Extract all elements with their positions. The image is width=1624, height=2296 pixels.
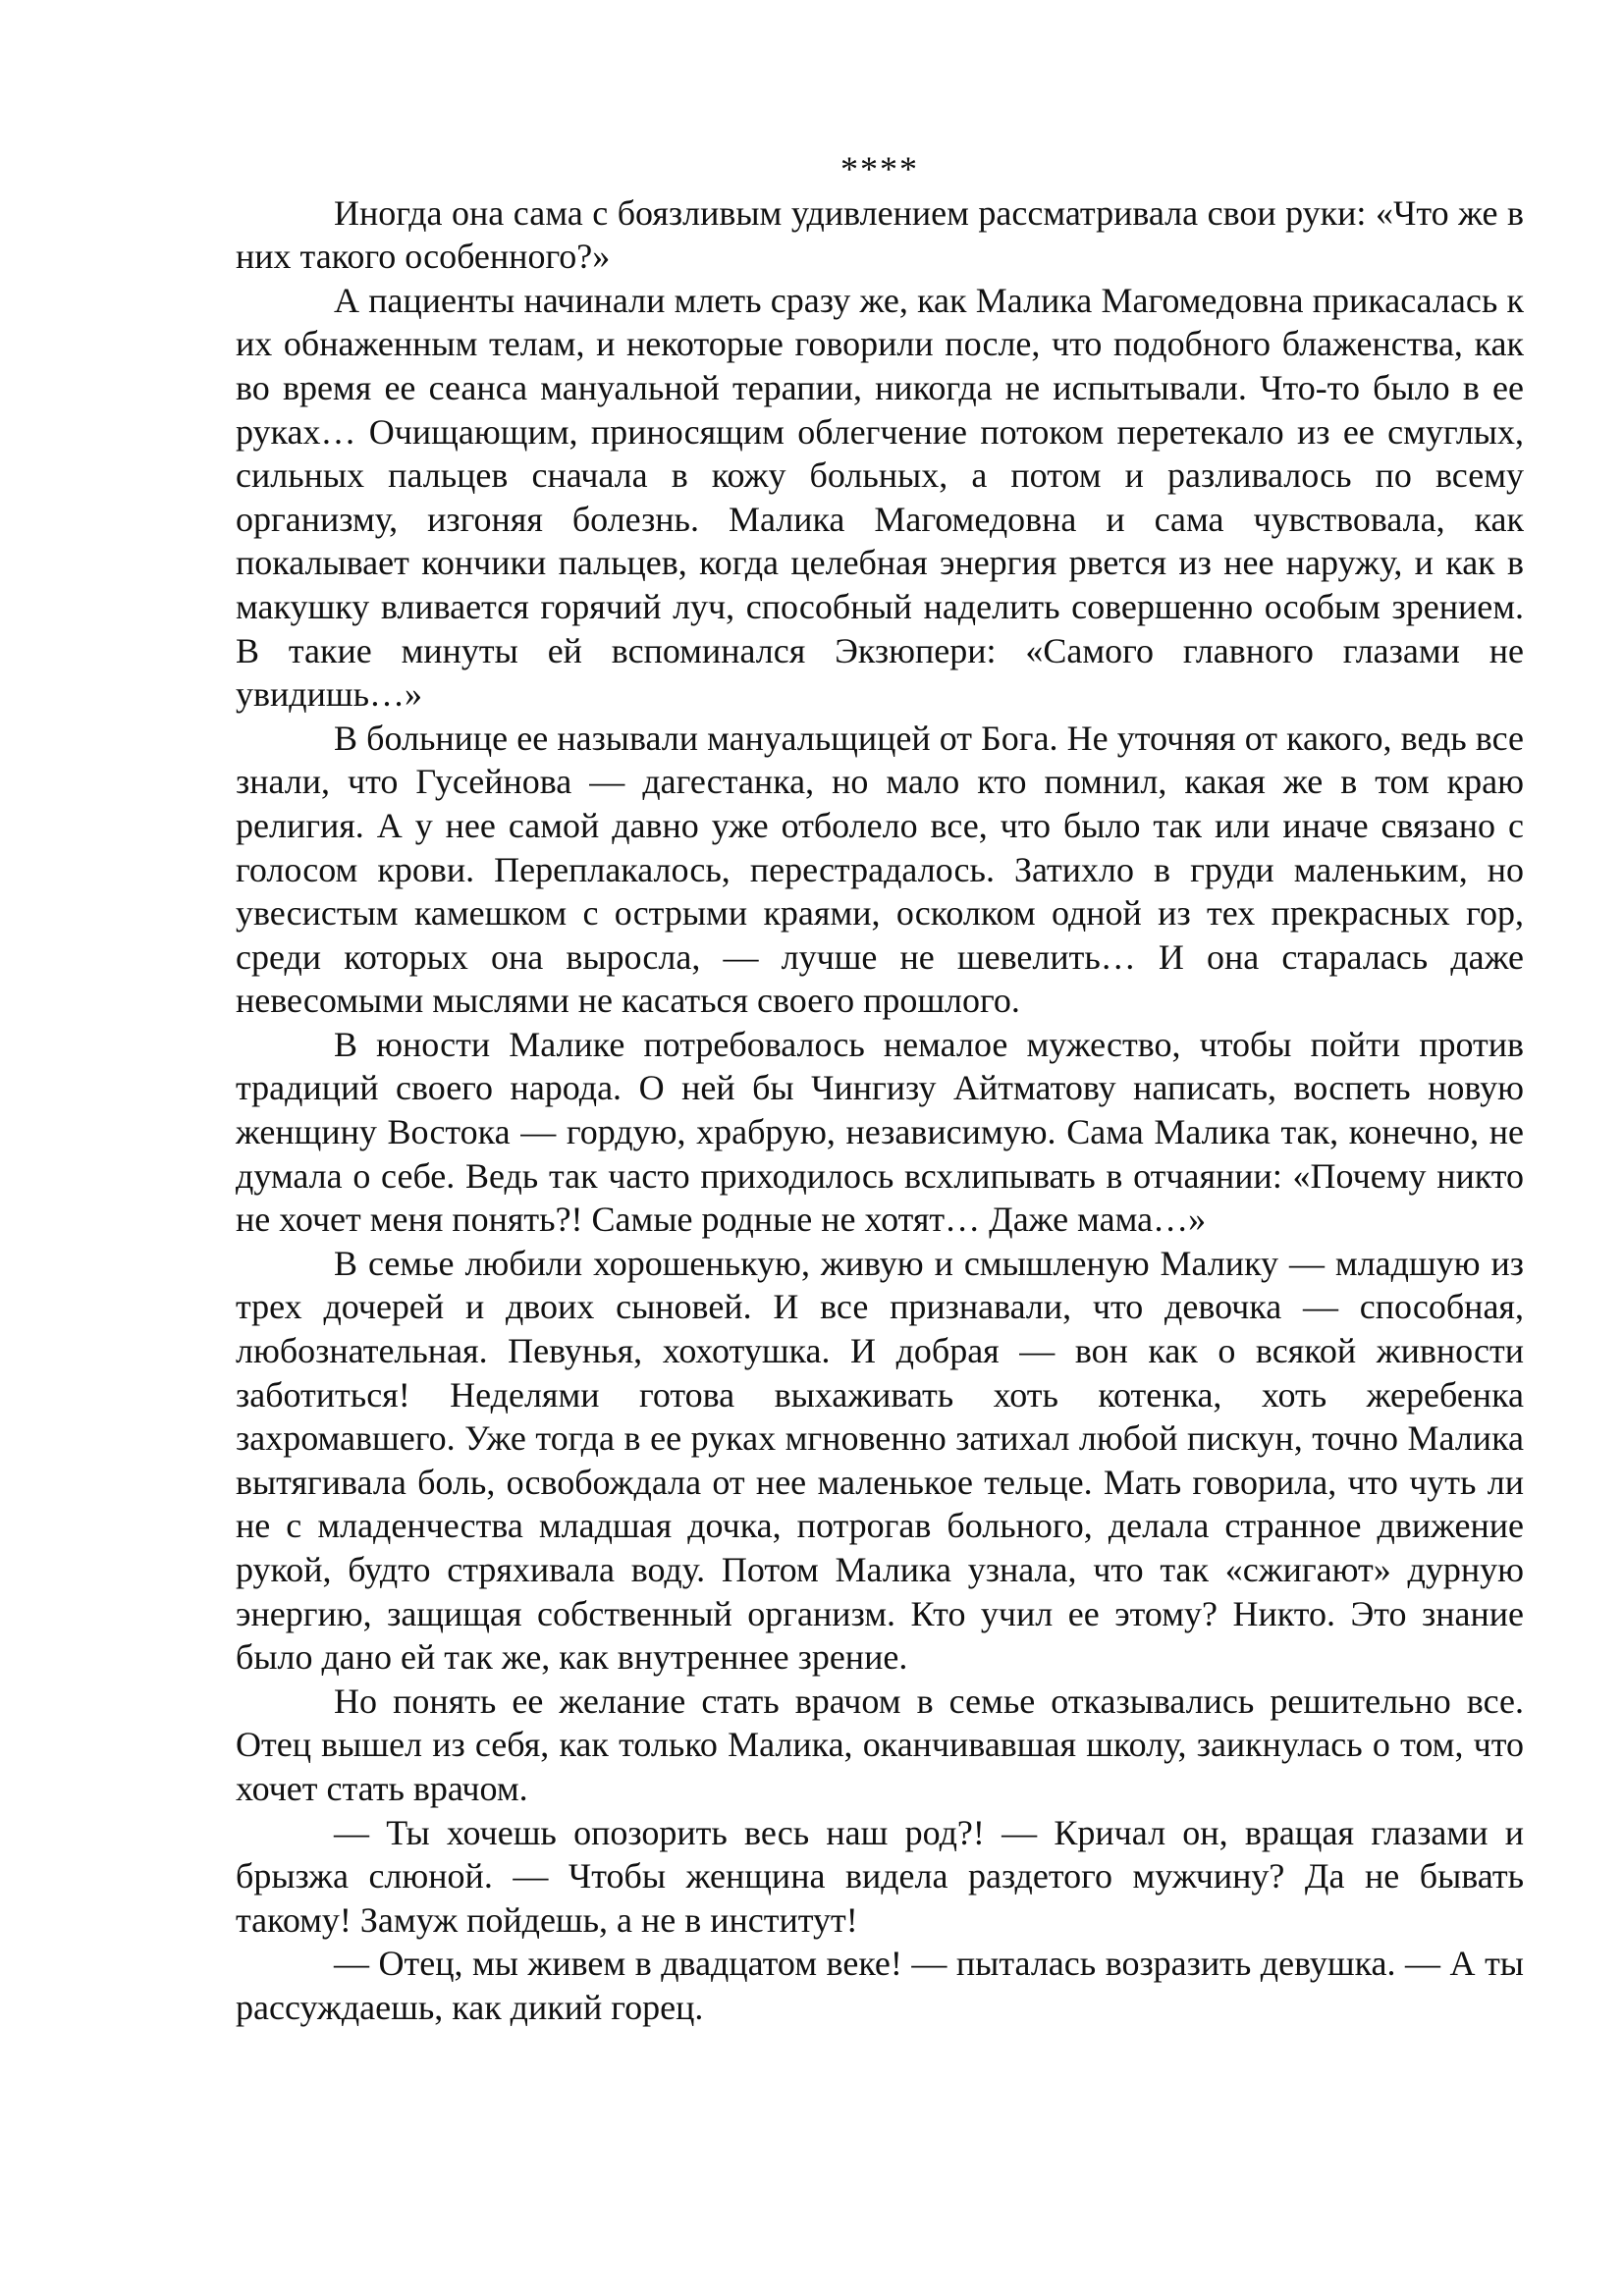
paragraph-7: — Ты хочешь опозорить весь наш род?! — Кричал он, вращая глазами и брызжа слюной. — Чтобы женщина видела раздетого мужчину? Да не бывать такому! Замуж пойдешь, а не в институт!: [236, 1812, 1524, 1940]
paragraph-2: А пациенты начинали млеть сразу же, как Малика Магомедовна прикасалась к их обнаженным телам, и некоторые говорили после, что подобного блаженства, как во время ее сеанса мануальной терапии, никогда не испытывали. Что-то было в ее руках… Очищающим, приносящим облегчение потоком перетекало из ее смуглых, сильных пальцев сначала в кожу больных, а потом и разливалось по всему организму, изгоняя болезнь. Малика Магомедовна и сама чувствовала, как покалывает кончики пальцев, когда целебная энергия рвется из нее наружу, и как в макушку вливается горячий луч, способный наделить совершенно особым зрением. В такие минуты ей вспоминался Экзюпери: «Самого главного глазами не увидишь…»: [236, 280, 1524, 715]
paragraph-5: В семье любили хорошенькую, живую и смышленую Малику — младшую из трех дочерей и двоих сыновей. И все признавали, что девочка — способная, любознательная. Певунья, хохотушка. И добрая — вон как о всякой живности заботиться! Неделями готова выхаживать хоть котенка, хоть жеребенка захромавшего. Уже тогда в ее руках мгновенно затихал любой пискун, точно Малика вытягивала боль, освобождала от нее маленькое тельце. Мать говорила, что чуть ли не с младенчества младшая дочка, потрогав больного, делала странное движение рукой, будто стряхивала воду. Потом Малика узнала, что так «сжигают» дурную энергию, защищая собственный организм. Кто учил ее этому? Никто. Это знание было дано ей так же, как внутреннее зрение.: [236, 1243, 1524, 1678]
section-divider: ****: [840, 149, 919, 188]
paragraph-8: — Отец, мы живем в двадцатом веке! — пыталась возразить девушка. — А ты рассуждаешь, как дикий горец.: [236, 1944, 1524, 2027]
paragraph-4: В юности Малике потребовалось немалое мужество, чтобы пойти против традиций своего народа. О ней бы Чингизу Айтматову написать, воспеть новую женщину Востока — гордую, храбрую, независимую. Сама Малика так, конечно, не думала о себе. Ведь так часто приходилось всхлипывать в отчаянии: «Почему никто не хочет меня понять?! Самые родные не хотят… Даже мама…»: [236, 1024, 1524, 1240]
paragraph-6: Но понять ее желание стать врачом в семье отказывались решительно все. Отец вышел из себя, как только Малика, оканчивавшая школу, заикнулась о том, что хочет стать врачом.: [236, 1681, 1524, 1808]
paragraph-1: Иногда она сама с боязливым удивлением рассматривала свои руки: «Что же в них такого особенного?»: [236, 192, 1524, 277]
document-page: [236, 147, 1524, 2030]
paragraph-3: В больнице ее называли мануальщицей от Бога. Не уточняя от какого, ведь все знали, что Гусейнова — дагестанка, но мало кто помнил, какая же в том краю религия. А у нее самой давно уже отболело все, что было так или иначе связано с голосом крови. Переплакалось, перестрадалось. Затихло в груди маленьким, но увесистым камешком с острыми краями, осколком одной из тех прекрасных гор, среди которых она выросла, — лучше не шевелить… И она старалась даже невесомыми мыслями не касаться своего прошлого.: [236, 718, 1524, 1021]
